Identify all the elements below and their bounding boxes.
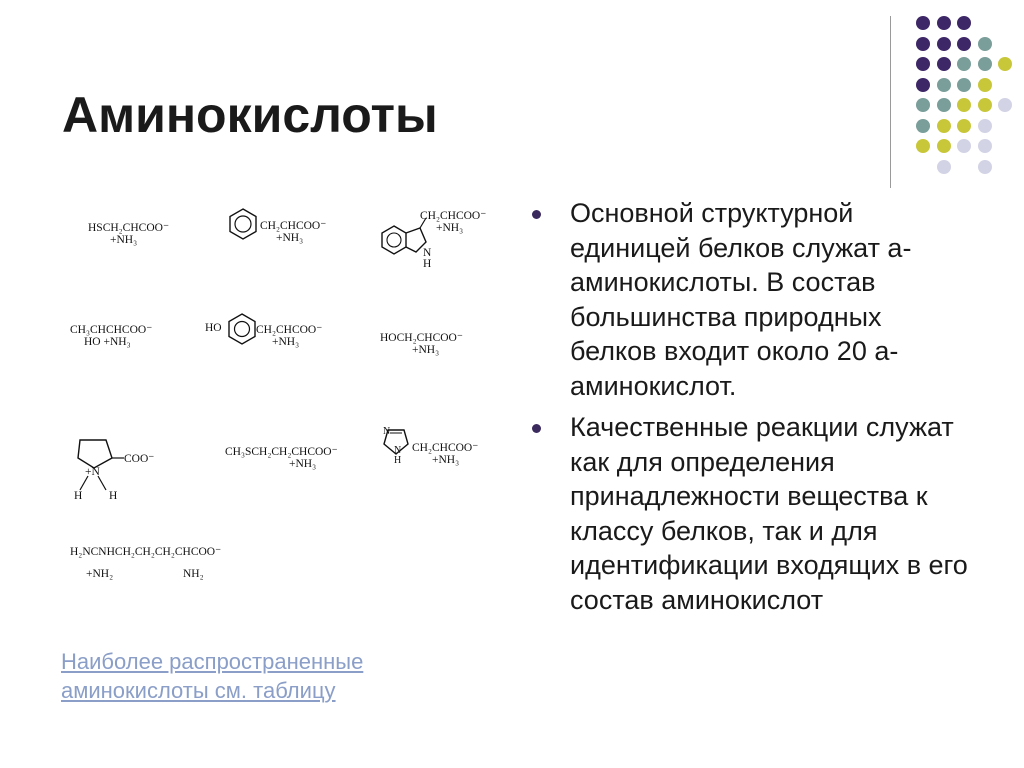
- formula-serine: [380, 330, 463, 356]
- decorative-dot: [978, 98, 992, 112]
- ring-hydrogen: H: [394, 455, 402, 466]
- formula-main: CH₃CHCHCOO⁻: [70, 324, 153, 336]
- decorative-dot: [998, 98, 1012, 112]
- ring-hydrogen: H: [423, 258, 432, 270]
- bullet-item: [530, 410, 970, 617]
- ring-atom: N: [423, 247, 432, 259]
- decorative-dot: [916, 57, 930, 71]
- tryptophan-ring-nh: [423, 248, 431, 270]
- hydrogen-label: H: [74, 490, 83, 502]
- decorative-dot: [916, 98, 930, 112]
- decorative-dot: [957, 139, 971, 153]
- formula-histidine: [412, 440, 478, 466]
- formula-main: CH₂CHCOO⁻: [260, 220, 327, 232]
- formula-sub: +NH₃: [272, 336, 300, 348]
- formula-sub: +NH₃: [276, 232, 304, 244]
- formula-cysteine: [88, 220, 169, 246]
- histidine-ring-n2: [394, 446, 401, 466]
- decorative-dot: [978, 139, 992, 153]
- slide-title: Аминокислоты: [62, 87, 438, 143]
- formula-sub: +NH₂: [86, 568, 114, 580]
- bullet-dot-icon: [532, 210, 541, 219]
- formula-arginine: [70, 544, 221, 558]
- decorative-dot: [957, 57, 971, 71]
- decorative-dot: [978, 119, 992, 133]
- proline-carboxylate: [124, 451, 154, 465]
- arginine-guanidino: [86, 568, 113, 580]
- decorative-dot: [916, 78, 930, 92]
- decorative-dot: [937, 37, 951, 51]
- decorative-dot: [957, 16, 971, 30]
- bullet-dot-icon: [532, 424, 541, 433]
- decorative-dot: [957, 37, 971, 51]
- bullet-item: [530, 196, 970, 403]
- proline-nitrogen: [85, 466, 100, 478]
- bullet-text: Основной структурной единицей белков служат а-аминокислоты. В состав большинства природных белков входит около 20 а-аминокислот.: [570, 198, 912, 401]
- formula-sub: +NH₃: [436, 222, 464, 234]
- proline-hydrogen-2: [109, 490, 117, 502]
- ring-nitrogen: N: [383, 426, 391, 437]
- formula-main: CH₂CHCOO⁻: [412, 442, 479, 454]
- formula-main: H₂NCNHCH₂CH₂CH₂CHCOO⁻: [70, 546, 222, 558]
- decorative-dot: [937, 160, 951, 174]
- formula-main: HOCH₂CHCOO⁻: [380, 332, 463, 344]
- formula-main: CH₃SCH₂CH₂CHCOO⁻: [225, 446, 338, 458]
- decorative-dot: [957, 78, 971, 92]
- formula-sub: HO +NH₃: [84, 336, 131, 348]
- decorative-dot: [937, 57, 951, 71]
- formula-threonine: [70, 322, 152, 348]
- decorative-dot: [937, 78, 951, 92]
- formula-phenylalanine: [260, 218, 326, 244]
- formula-tyrosine: [256, 322, 322, 348]
- carboxylate-label: COO⁻: [124, 453, 155, 465]
- hydroxyl-label: HO: [205, 322, 222, 334]
- decorative-dot: [957, 98, 971, 112]
- decorative-dot: [916, 16, 930, 30]
- nitrogen-label: +N: [85, 466, 100, 478]
- histidine-ring-n1: [383, 426, 390, 437]
- decorative-dot: [937, 139, 951, 153]
- hydrogen-label: H: [109, 490, 118, 502]
- decorative-dot: [957, 119, 971, 133]
- decorative-vertical-line: [890, 16, 891, 188]
- decorative-dot: [978, 78, 992, 92]
- bullet-text: Качественные реакции служат как для определения принадлежности вещества к классу белков, так и для идентификации входящих в его состав аминокислот: [570, 412, 968, 615]
- decorative-dot: [978, 57, 992, 71]
- decorative-dot: [916, 139, 930, 153]
- decorative-dot: [937, 119, 951, 133]
- formula-sub: +NH₃: [110, 234, 138, 246]
- decorative-dot: [998, 57, 1012, 71]
- ring-nitrogen: N: [394, 445, 402, 456]
- formula-sub: +NH₃: [412, 344, 440, 356]
- proline-hydrogen-1: [74, 490, 82, 502]
- decorative-dot: [916, 37, 930, 51]
- decorative-dot: [937, 16, 951, 30]
- formula-sub: +NH₃: [289, 458, 317, 470]
- decorative-dot: [978, 160, 992, 174]
- formula-main: CH₂CHCOO⁻: [256, 324, 323, 336]
- decorative-dot: [916, 119, 930, 133]
- formula-main: CH₂CHCOO⁻: [420, 210, 487, 222]
- decorative-dot: [937, 98, 951, 112]
- decorative-dot: [978, 37, 992, 51]
- formula-tryptophan: [420, 208, 486, 234]
- arginine-amino: [183, 568, 204, 580]
- amino-acid-table-link[interactable]: Наиболее распространенные аминокислоты см. таблицу: [61, 649, 364, 703]
- formula-methionine: [225, 444, 338, 470]
- bullet-list: [530, 196, 970, 624]
- formula-main: HSCH₂CHCOO⁻: [88, 222, 170, 234]
- phenol-ring-icon: [224, 312, 260, 346]
- formula-sub: NH₂: [183, 568, 204, 580]
- formula-sub: +NH₃: [432, 454, 460, 466]
- tyrosine-hydroxyl: [205, 322, 222, 334]
